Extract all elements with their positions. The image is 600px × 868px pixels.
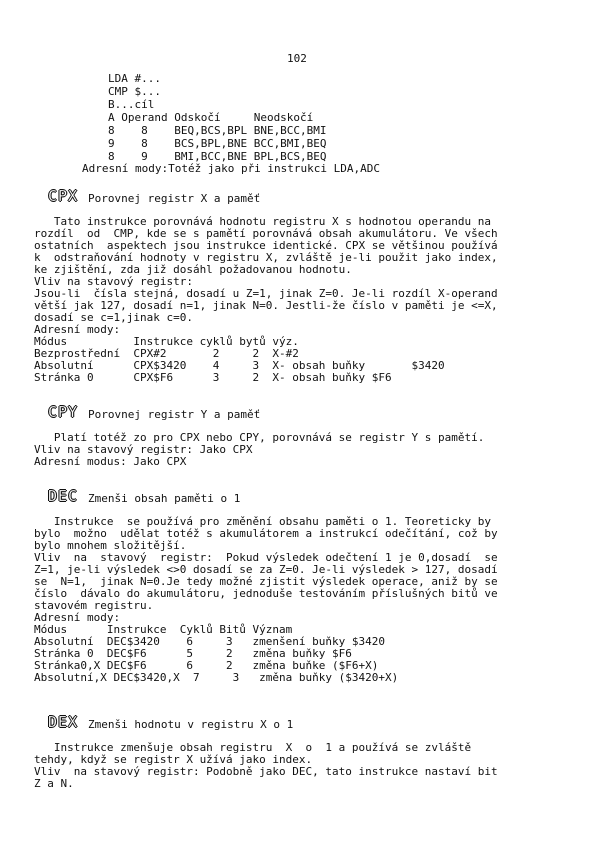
- table-row: Stránka0,X DEC$F6 6 2 změna buňke ($F6+X): [34, 659, 379, 672]
- code-line: 8 9 BMI,BCC,BNE BPL,BCS,BEQ: [108, 150, 327, 163]
- section-mnemonic: CPX: [48, 187, 79, 205]
- text-line: bylo možno udělat totéž s akumulátorem a instrukcí odečítání, což by: [34, 527, 498, 540]
- addressing-modes-line: Adresní mody:Totéž jako při instrukci LDA,ADC: [82, 162, 381, 175]
- text-line: Jsou-li čísla stejná, dosadí u Z=1, jinak Z=0. Je-li rozdíl X-operand: [34, 287, 498, 300]
- text-line: Adresní modus: Jako CPX: [34, 455, 187, 468]
- text-line: Vliv na stavový registr: Jako CPX: [34, 443, 253, 456]
- text-line: Adresní mody:: [34, 323, 121, 336]
- table-row: Absolutní,X DEC$3420,X 7 3 změna buňky ($3420+X): [34, 671, 399, 684]
- text-line: se N=1, jinak N=0.Je tedy možné zjistit výsledek operace, aniž by se: [34, 575, 498, 588]
- section-mnemonic: CPY: [48, 403, 79, 421]
- section-title: Porovnej registr X a paměť: [88, 192, 261, 205]
- section-mnemonic: DEC: [48, 487, 79, 505]
- text-line: číslo dávalo do akumulátoru, jednoduše testováním příslušných bitů ve: [34, 587, 498, 600]
- text-line: Z a N.: [34, 777, 74, 790]
- text-line: Tato instrukce porovnává hodnotu registru X s hodnotou operandu na: [34, 215, 491, 228]
- text-line: ostatních aspektech jsou instrukce identické. CPX se většinou používá: [34, 239, 498, 252]
- text-line: Vliv na stavový registr: Pokud výsledek odečtení 1 je 0,dosadí se: [34, 551, 498, 564]
- text-line: ke zjištění, zda již dosáhl požadovanou hodnotu.: [34, 263, 352, 276]
- section-title: Zmenši obsah paměti o 1: [88, 492, 241, 505]
- text-line: Z=1, je-li výsledek <>0 dosadí se za Z=0. Je-li výsledek > 127, dosadí: [34, 563, 498, 576]
- text-line: větší jak 127, dosadí n=1, jinak N=0. Jestli-že číslo v paměti je <=X,: [34, 299, 498, 312]
- text-line: Platí totéž zo pro CPX nebo CPY, porovnává se registr Y s pamětí.: [34, 431, 485, 444]
- code-line: 9 8 BCS,BPL,BNE BCC,BMI,BEQ: [108, 137, 327, 150]
- text-line: Vliv na stavový registr:: [34, 275, 193, 288]
- table-row: Absolutní CPX$3420 4 3 X- obsah buňky $3420: [34, 359, 445, 372]
- text-line: tehdy, když se registr X užívá jako index.: [34, 753, 313, 766]
- code-line: LDA #...: [108, 72, 161, 85]
- table-row: Bezprostřední CPX#2 2 2 X-#2: [34, 347, 299, 360]
- text-line: Vliv na stavový registr: Podobně jako DEC, tato instrukce nastaví bit: [34, 765, 498, 778]
- code-line: B...cíl: [108, 98, 155, 111]
- table-row: Absolutní DEC$3420 6 3 zmenšení buňky $3420: [34, 635, 385, 648]
- text-line: rozdíl od CMP, kde se s pamětí porovnává obsah akumulátoru. Ve všech: [34, 227, 498, 240]
- page-number: 102: [287, 52, 307, 65]
- text-line: bylo mnohem složitější.: [34, 539, 187, 552]
- text-line: dosadí se c=1,jinak c=0.: [34, 311, 193, 324]
- table-header: Módus Instrukce Cyklů Bitů Význam: [34, 623, 293, 636]
- text-line: Instrukce zmenšuje obsah registru X o 1 a používá se zvláště: [34, 741, 472, 754]
- table-row: Stránka 0 DEC$F6 5 2 změna buňky $F6: [34, 647, 352, 660]
- text-line: Instrukce se používá pro změnění obsahu paměti o 1. Teoreticky by: [34, 515, 491, 528]
- section-title: Porovnej registr Y a paměť: [88, 408, 261, 421]
- text-line: Adresní mody:: [34, 611, 121, 624]
- code-line: 8 8 BEQ,BCS,BPL BNE,BCC,BMI: [108, 124, 327, 137]
- text-line: k odstraňování hodnoty v registru X, zvláště je-li použit jako index,: [34, 251, 498, 264]
- section-title: Zmenši hodnotu v registru X o 1: [88, 718, 294, 731]
- code-line: A Operand Odskočí Neodskočí: [108, 111, 314, 124]
- table-header: Módus Instrukce cyklů bytů výz.: [34, 335, 299, 348]
- text-line: stavovém registru.: [34, 599, 154, 612]
- section-mnemonic: DEX: [48, 713, 79, 731]
- table-row: Stránka 0 CPX$F6 3 2 X- obsah buňky $F6: [34, 371, 392, 384]
- code-line: CMP $...: [108, 85, 161, 98]
